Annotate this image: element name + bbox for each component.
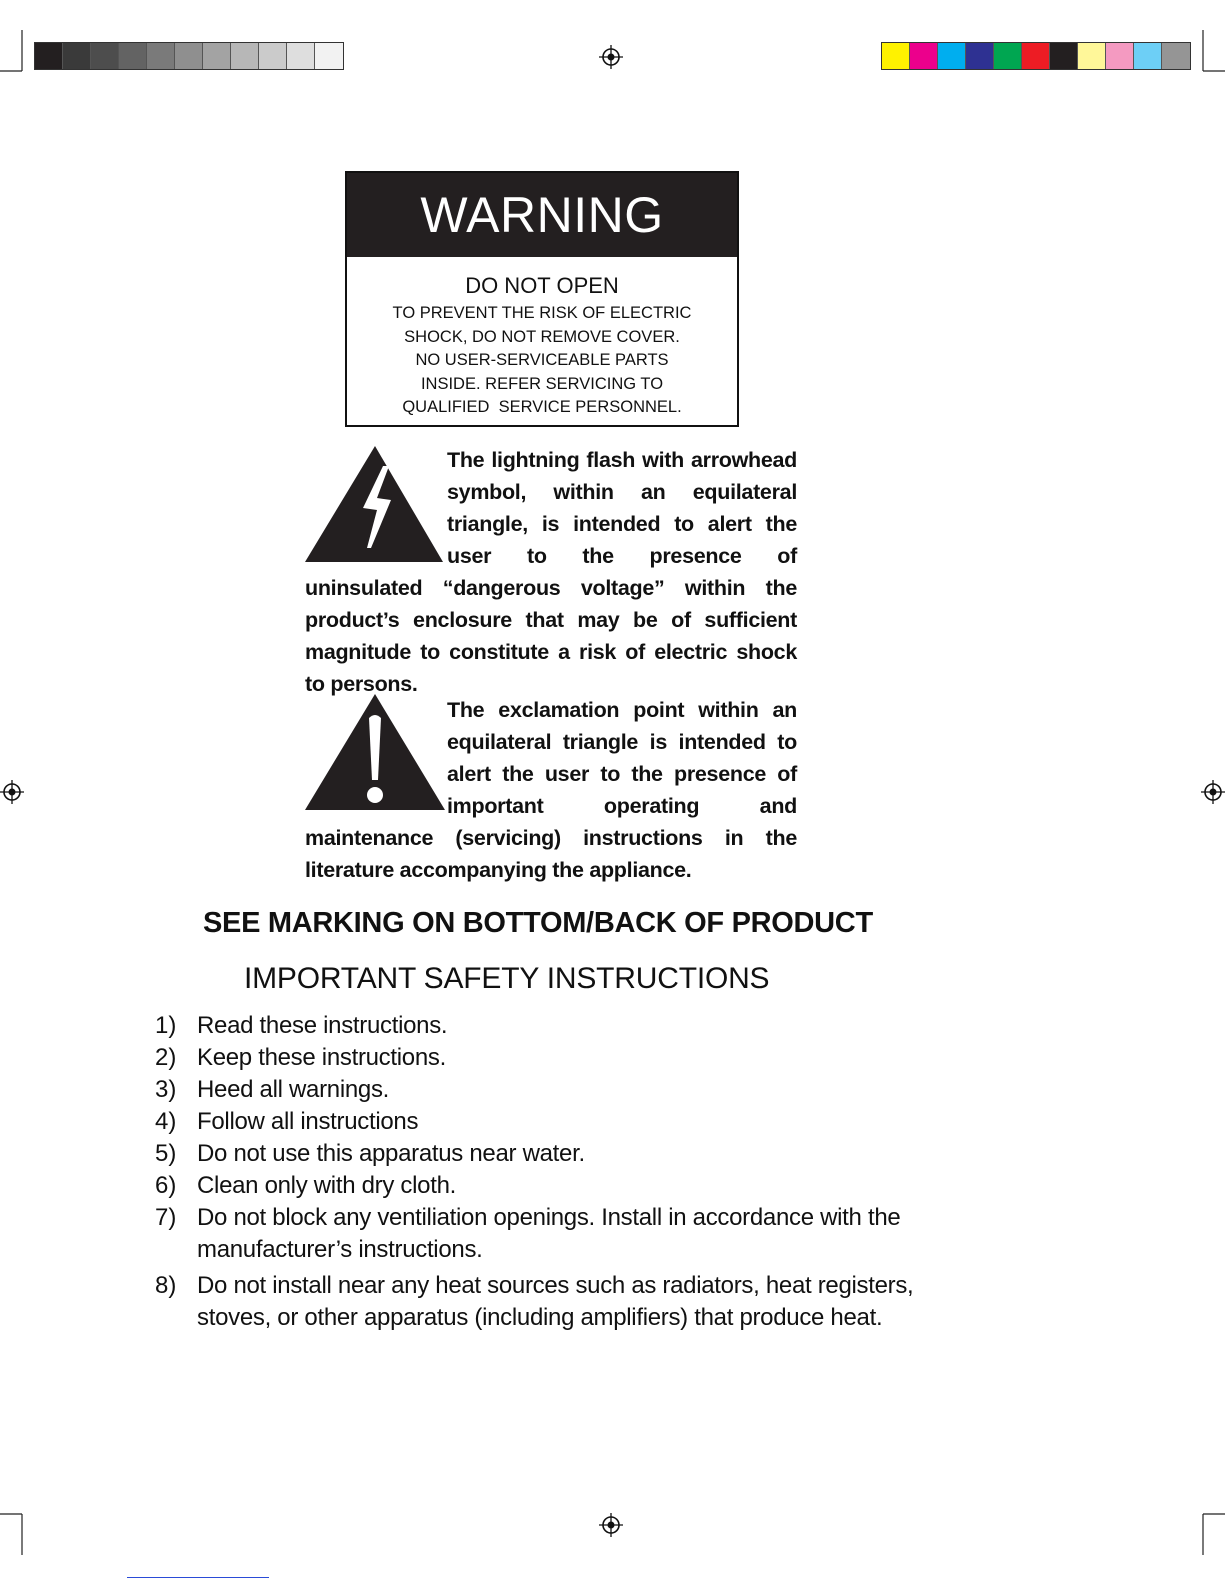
- lightning-symbol-text: The lightning flash with arrowhead symbol, within an equilateral triangle, is intended to alert the user to the presence of uninsulated “dangerous voltage” within the product’s enclosure that may be of sufficient magnitude to constitute a risk of electric shock to persons.: [305, 448, 797, 696]
- list-item: [155, 1170, 975, 1202]
- lightning-triangle-icon: [305, 444, 445, 572]
- item-number: 8): [155, 1272, 177, 1299]
- crop-mark-top-left: [0, 0, 30, 80]
- list-item: [155, 1202, 975, 1266]
- item-text: Do not install near any heat sources such as radiators, heat registers, stoves, or other apparatus (including amplifiers) that produce heat.: [197, 1272, 914, 1331]
- warning-line: SHOCK, DO NOT REMOVE COVER.: [404, 327, 680, 346]
- color-swatch: [1106, 43, 1134, 69]
- color-swatch: [938, 43, 966, 69]
- list-item: [155, 1074, 975, 1106]
- gray-swatch: [63, 43, 91, 69]
- gray-swatch: [203, 43, 231, 69]
- item-text: Follow all instructions: [197, 1108, 419, 1135]
- list-item: [155, 1106, 975, 1138]
- color-swatch: [1162, 43, 1190, 69]
- list-item: [155, 1138, 975, 1170]
- registration-mark-icon: [599, 45, 623, 69]
- list-item: [155, 1042, 975, 1074]
- item-text: Do not use this apparatus near water.: [197, 1140, 585, 1167]
- gray-swatch: [259, 43, 287, 69]
- safety-instructions-title: IMPORTANT SAFETY INSTRUCTIONS: [244, 962, 770, 995]
- gray-swatch: [231, 43, 259, 69]
- list-item: [155, 1010, 975, 1042]
- warning-subtitle: DO NOT OPEN: [465, 273, 619, 298]
- color-swatch: [1134, 43, 1162, 69]
- item-number: 3): [155, 1076, 177, 1103]
- exclamation-symbol-paragraph: [305, 694, 797, 886]
- registration-mark-icon: [1201, 780, 1225, 804]
- item-text: Keep these instructions.: [197, 1044, 446, 1071]
- gray-swatch: [147, 43, 175, 69]
- item-number: 6): [155, 1172, 177, 1199]
- instruction-list: [155, 1010, 975, 1334]
- gray-swatch: [91, 43, 119, 69]
- warning-box: [345, 171, 739, 427]
- gray-swatch: [175, 43, 203, 69]
- color-swatch: [966, 43, 994, 69]
- warning-line: QUALIFIED SERVICE PERSONNEL.: [402, 398, 682, 416]
- gray-swatch: [315, 43, 343, 69]
- warning-text: [347, 302, 737, 420]
- list-item: [155, 1270, 975, 1334]
- crop-mark-bottom-left: [0, 1505, 30, 1585]
- color-swatch: [910, 43, 938, 69]
- see-marking-notice: SEE MARKING ON BOTTOM/BACK OF PRODUCT: [203, 907, 873, 939]
- exclamation-symbol-text: The exclamation point within an equilateral triangle is intended to alert the user to the presence of important operating and maintenance (servicing) instructions in the literature accompanying the appliance.: [305, 698, 797, 882]
- warning-line: NO USER-SERVICEABLE PARTS: [415, 351, 669, 369]
- color-swatch: [1022, 43, 1050, 69]
- item-number: 5): [155, 1140, 177, 1167]
- color-bar: [881, 42, 1191, 70]
- color-swatch: [1050, 43, 1078, 69]
- item-text: Read these instructions.: [197, 1012, 448, 1039]
- registration-mark-icon: [599, 1513, 623, 1537]
- color-swatch: [1078, 43, 1106, 69]
- warning-line: INSIDE. REFER SERVICING TO: [420, 374, 664, 393]
- item-number: 4): [155, 1108, 177, 1135]
- item-text: Do not block any ventiliation openings. Install in accordance with the manufacturer’s instructions.: [197, 1204, 901, 1263]
- item-text: Clean only with dry cloth.: [197, 1172, 456, 1199]
- color-swatch: [994, 43, 1022, 69]
- grayscale-bar: [34, 42, 344, 70]
- registration-mark-icon: [0, 780, 24, 804]
- crop-mark-bottom-right: [1195, 1505, 1225, 1585]
- warning-line: TO PREVENT THE RISK OF ELECTRIC: [392, 304, 692, 322]
- bottom-rule: [127, 1577, 269, 1578]
- warning-title: WARNING: [347, 173, 737, 257]
- item-text: Heed all warnings.: [197, 1076, 390, 1103]
- color-swatch: [882, 43, 910, 69]
- item-number: 2): [155, 1044, 177, 1071]
- lightning-symbol-paragraph: [305, 444, 797, 700]
- item-number: 1): [155, 1012, 177, 1039]
- gray-swatch: [119, 43, 147, 69]
- gray-swatch: [35, 43, 63, 69]
- item-number: 7): [155, 1204, 177, 1231]
- gray-swatch: [287, 43, 315, 69]
- exclamation-triangle-icon: [305, 694, 445, 822]
- crop-mark-top-right: [1195, 0, 1225, 80]
